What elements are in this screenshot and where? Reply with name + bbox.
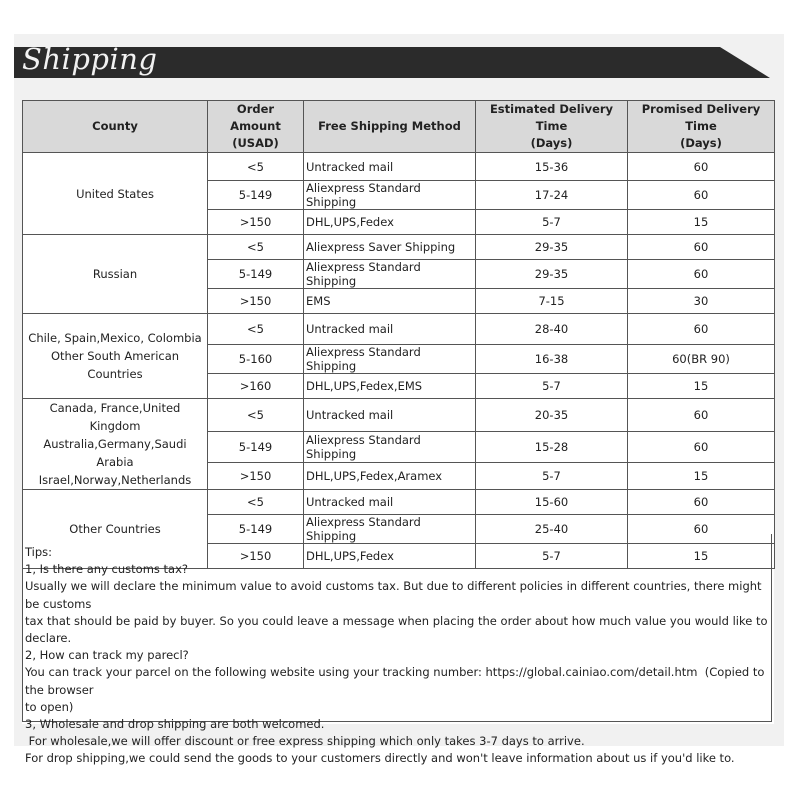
amount-cell: >150 — [208, 544, 304, 569]
header-estimated: Estimated Delivery Time (Days) — [476, 101, 628, 153]
estimated-cell: 25-40 — [476, 515, 628, 544]
country-line: Canada, France,United Kingdom — [49, 401, 181, 433]
method-cell: DHL,UPS,Fedex — [304, 544, 476, 569]
tips-line: Usually we will declare the minimum value to avoid customs tax. But due to different policies in different countries, there might be customs — [25, 579, 766, 611]
promised-cell: 60 — [628, 399, 775, 432]
method-cell: EMS — [304, 289, 476, 314]
promised-cell: 30 — [628, 289, 775, 314]
method-cell: DHL,UPS,Fedex,Aramex — [304, 463, 476, 490]
promised-cell: 60 — [628, 432, 775, 463]
header-country: County — [23, 101, 208, 153]
tips-line: You can track your parcel on the following website using your tracking number: https://global.cainiao.com/detail.htm (Copied to the browser — [25, 665, 769, 697]
amount-cell: >160 — [208, 374, 304, 399]
promised-cell: 15 — [628, 374, 775, 399]
amount-cell: <5 — [208, 235, 304, 260]
country-cell — [23, 235, 208, 314]
table-row — [23, 235, 775, 260]
promised-cell: 60 — [628, 181, 775, 210]
amount-cell: >150 — [208, 210, 304, 235]
method-cell: Untracked mail — [304, 490, 476, 515]
tips-line: 2, How can track my parecl? — [25, 648, 189, 663]
country-cell — [23, 153, 208, 235]
tips-line: For wholesale,we will offer discount or free express shipping which only takes 3-7 days to arrive. — [25, 734, 585, 749]
method-cell: Aliexpress Standard Shipping — [304, 181, 476, 210]
header-method: Free Shipping Method — [304, 101, 476, 153]
estimated-cell: 16-38 — [476, 345, 628, 374]
estimated-cell: 15-60 — [476, 490, 628, 515]
country-line: Other Countries — [69, 522, 161, 536]
estimated-cell: 15-28 — [476, 432, 628, 463]
tips-line: tax that should be paid by buyer. So you could leave a message when placing the order about how much value you would like to declare. — [25, 613, 772, 646]
table-header-row — [23, 101, 775, 153]
estimated-cell: 7-15 — [476, 289, 628, 314]
amount-cell: 5-149 — [208, 432, 304, 463]
estimated-cell: 29-35 — [476, 235, 628, 260]
table-row — [23, 153, 775, 181]
estimated-cell: 28-40 — [476, 314, 628, 345]
estimated-cell: 17-24 — [476, 181, 628, 210]
table-row — [23, 490, 775, 515]
banner-title: Shipping — [22, 42, 158, 76]
table-row — [23, 314, 775, 345]
tips-line: to open) — [25, 699, 74, 714]
estimated-cell: 5-7 — [476, 210, 628, 235]
country-cell — [23, 399, 208, 490]
estimated-cell: 5-7 — [476, 544, 628, 569]
estimated-cell: 5-7 — [476, 374, 628, 399]
tips-line: For drop shipping,we could send the goods to your customers directly and won't leave information about us if you'd like to. — [25, 751, 735, 766]
promised-cell: 60 — [628, 515, 775, 544]
amount-cell: <5 — [208, 153, 304, 181]
method-cell: DHL,UPS,Fedex — [304, 210, 476, 235]
method-cell: Aliexpress Saver Shipping — [304, 235, 476, 260]
method-cell: Untracked mail — [304, 399, 476, 432]
country-line: Australia,Germany,Saudi Arabia — [43, 437, 187, 469]
method-cell: Aliexpress Standard Shipping — [304, 515, 476, 544]
country-line: Israel,Norway,Netherlands — [38, 473, 192, 487]
promised-cell: 60 — [628, 260, 775, 289]
country-line: Chile, Spain,Mexico, Colombia — [28, 331, 202, 345]
promised-cell: 60 — [628, 153, 775, 181]
shipping-table — [22, 100, 775, 569]
amount-cell: 5-149 — [208, 181, 304, 210]
estimated-cell: 15-36 — [476, 153, 628, 181]
estimated-cell: 29-35 — [476, 260, 628, 289]
tips-line: 3, Wholesale and drop shipping are both welcomed. — [25, 717, 325, 732]
method-cell: Aliexpress Standard Shipping — [304, 345, 476, 374]
amount-cell: <5 — [208, 399, 304, 432]
estimated-cell: 20-35 — [476, 399, 628, 432]
promised-cell: 15 — [628, 544, 775, 569]
method-cell: DHL,UPS,Fedex,EMS — [304, 374, 476, 399]
method-cell: Untracked mail — [304, 153, 476, 181]
country-line: United States — [76, 186, 154, 201]
country-line: Other South American Countries — [50, 349, 180, 381]
promised-cell: 15 — [628, 210, 775, 235]
country-cell — [23, 314, 208, 399]
tips-line: 1, Is there any customs tax? — [25, 562, 189, 577]
amount-cell: <5 — [208, 490, 304, 515]
amount-cell: 5-149 — [208, 515, 304, 544]
promised-cell: 60 — [628, 314, 775, 345]
header-order-amount: Order Amount (USAD) — [208, 101, 304, 153]
promised-cell: 60(BR 90) — [628, 345, 775, 374]
method-cell: Aliexpress Standard Shipping — [304, 260, 476, 289]
amount-cell: 5-160 — [208, 345, 304, 374]
amount-cell: 5-149 — [208, 260, 304, 289]
method-cell: Untracked mail — [304, 314, 476, 345]
tips-line: Tips: — [25, 545, 53, 559]
promised-cell: 60 — [628, 235, 775, 260]
header-promised: Promised Delivery Time (Days) — [628, 101, 775, 153]
method-cell: Aliexpress Standard Shipping — [304, 432, 476, 463]
country-line: Russian — [92, 267, 138, 281]
amount-cell: <5 — [208, 314, 304, 345]
promised-cell: 15 — [628, 463, 775, 490]
tips-section — [22, 534, 772, 766]
table-body — [23, 153, 775, 569]
table-row — [23, 399, 775, 432]
amount-cell: >150 — [208, 463, 304, 490]
estimated-cell: 5-7 — [476, 463, 628, 490]
promised-cell: 60 — [628, 490, 775, 515]
amount-cell: >150 — [208, 289, 304, 314]
